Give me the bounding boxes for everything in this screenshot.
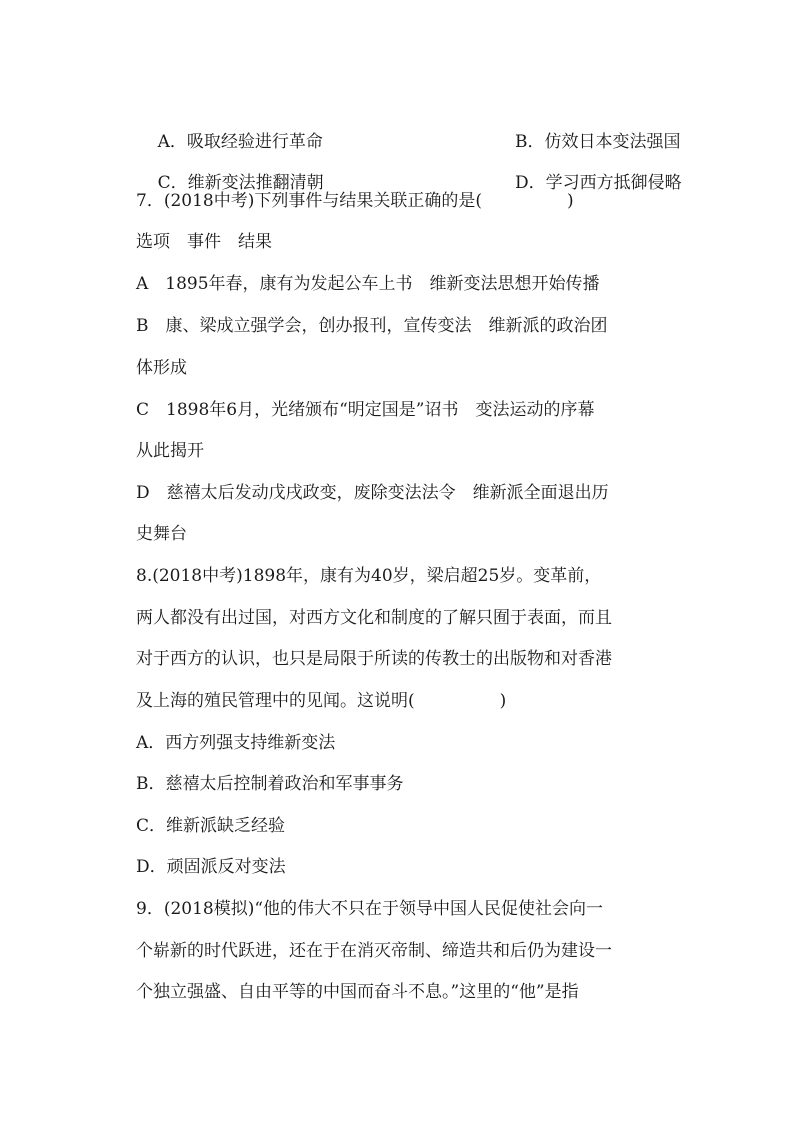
q8-option-c: C．维新派缺乏经验 xyxy=(136,816,286,836)
q6-option-d: D．学习西方抵御侵略 xyxy=(515,173,682,193)
q8-stem-line-3: 对于西方的认识，也只是局限于所读的传教士的出版物和对香港 xyxy=(136,649,612,669)
q6-option-c: C．维新变法推翻清朝 xyxy=(157,173,324,193)
q7-row-b-line-2: 体形成 xyxy=(136,358,187,378)
q7-row-b-line-1: B 康、梁成立强学会，创办报刊，宣传变法 维新派的政治团 xyxy=(136,316,608,336)
q8-option-a: A．西方列强支持维新变法 xyxy=(136,733,336,753)
q8-stem-line-1: 8.(2018中考)1898年，康有为40岁，梁启超25岁。变革前， xyxy=(136,566,602,586)
q7-row-d-line-1: D 慈禧太后发动戊戌政变，废除变法法令 维新派全面退出历 xyxy=(136,483,609,503)
q7-table-header: 选项 事件 结果 xyxy=(136,232,272,252)
q7-row-c-line-2: 从此揭开 xyxy=(136,441,204,461)
q6-option-a: A．吸取经验进行革命 xyxy=(157,132,323,152)
q9-stem-line-3: 个独立强盛、自由平等的中国而奋斗不息。”这里的“他”是指 xyxy=(136,982,579,1002)
q8-stem-line-2: 两人都没有出过国，对西方文化和制度的了解只囿于表面，而且 xyxy=(136,608,612,628)
q7-row-a: A 1895年春，康有为发起公车上书 维新变法思想开始传播 xyxy=(136,274,600,294)
q7-stem: 7．(2018中考)下列事件与结果关联正确的是( ) xyxy=(136,191,574,211)
q6-option-b: B．仿效日本变法强国 xyxy=(515,132,681,152)
q8-option-b: B．慈禧太后控制着政治和军事事务 xyxy=(136,774,404,794)
q9-stem-line-1: 9．(2018模拟)“他的伟大不只在于领导中国人民促使社会向一 xyxy=(136,899,604,919)
q9-stem-line-2: 个崭新的时代跃进，还在于在消灭帝制、缔造共和后仍为建设一 xyxy=(136,941,612,961)
q8-stem-line-4: 及上海的殖民管理中的见闻。这说明( ) xyxy=(136,691,507,711)
q8-option-d: D．顽固派反对变法 xyxy=(136,857,286,877)
q7-row-d-line-2: 史舞台 xyxy=(136,524,187,544)
q7-row-c-line-1: C 1898年6月，光绪颁布“明定国是”诏书 变法运动的序幕 xyxy=(136,400,595,420)
